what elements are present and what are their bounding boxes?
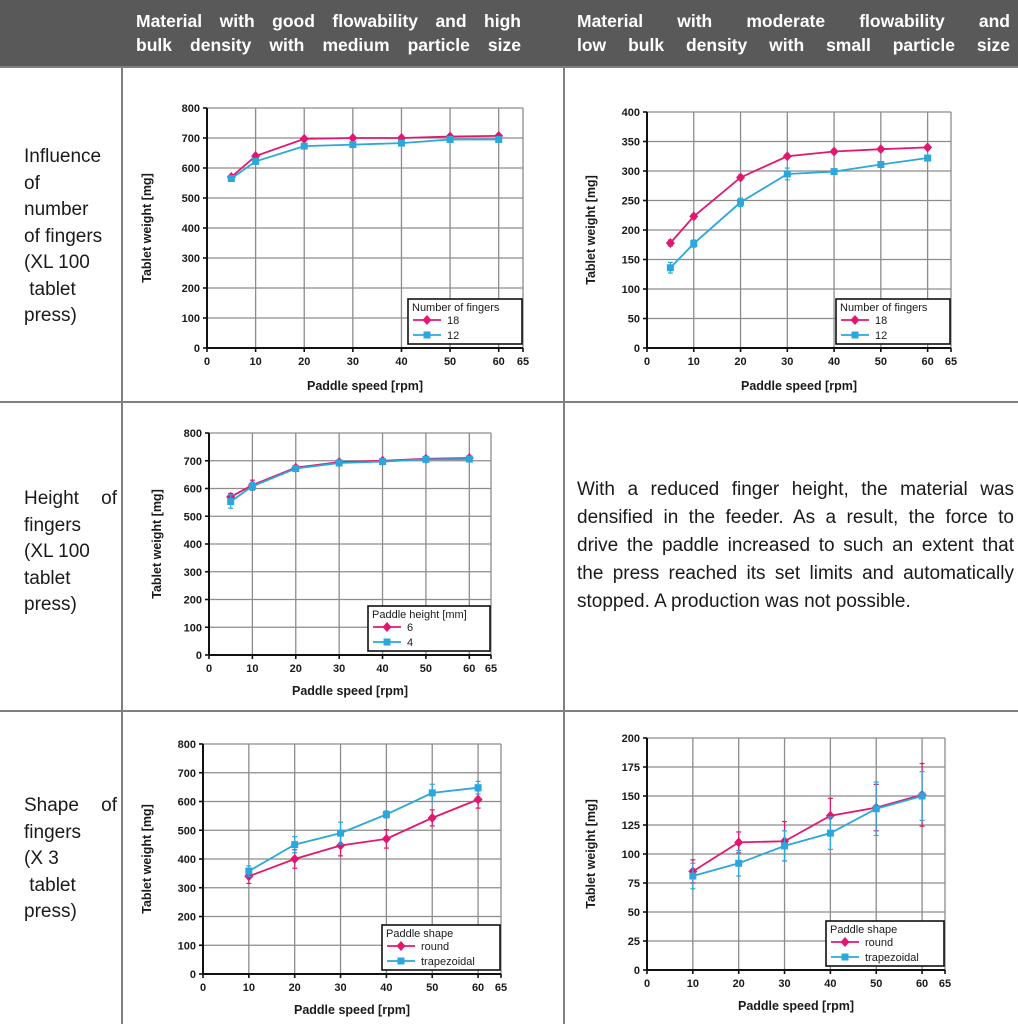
row-label-line: press) [24,594,77,615]
svg-text:0: 0 [193,343,200,355]
svg-text:250: 250 [621,195,640,208]
svg-text:100: 100 [177,940,196,953]
svg-text:Paddle speed [rpm]: Paddle speed [rpm] [738,999,854,1013]
svg-text:700: 700 [183,455,202,468]
svg-text:Paddle height [mm]: Paddle height [mm] [372,609,467,621]
svg-text:30: 30 [778,978,791,990]
svg-text:Paddle shape: Paddle shape [386,928,454,940]
row-label-line: tablet [24,567,71,589]
svg-text:200: 200 [177,911,196,924]
header-title-line: Material with moderate flowability and [577,11,1010,31]
svg-text:200: 200 [183,594,202,607]
svg-text:800: 800 [181,103,200,115]
svg-text:18: 18 [447,315,460,327]
svg-text:20: 20 [289,663,302,675]
svg-text:75: 75 [627,878,640,890]
row-label-line: (XL 100 [24,252,90,273]
chart-number-of-fingers-good-material [123,68,565,403]
svg-text:10: 10 [246,663,259,675]
svg-text:700: 700 [181,133,200,145]
svg-text:10: 10 [242,982,255,994]
svg-text:200: 200 [181,283,200,295]
svg-text:0: 0 [633,965,640,977]
svg-text:50: 50 [419,663,433,675]
svg-text:Tablet weight [mg]: Tablet weight [mg] [584,175,598,285]
svg-text:40: 40 [395,356,408,368]
svg-text:50: 50 [874,356,887,368]
line-chart [137,98,563,403]
svg-text:0: 0 [199,982,207,994]
row-label-shape-of-fingers [0,712,123,1024]
header-title-line: bulk density with medium particle size [136,34,521,55]
svg-text:300: 300 [177,882,196,895]
line-chart [137,732,563,1027]
chart-shape-of-fingers-good-material [123,712,565,1024]
svg-text:65: 65 [494,982,508,994]
svg-text:300: 300 [181,253,200,265]
svg-text:0: 0 [189,969,196,981]
svg-text:100: 100 [181,313,200,325]
svg-text:Tablet weight [mg]: Tablet weight [mg] [584,799,598,909]
svg-text:12: 12 [447,330,460,342]
row-label-line: (X 3 [24,848,59,869]
row-label-line: number [24,199,89,220]
svg-text:10: 10 [687,356,700,368]
svg-text:4: 4 [407,637,414,649]
svg-text:300: 300 [621,166,640,178]
line-chart [581,98,1018,403]
header-corner-cell [0,0,123,68]
svg-text:Number of fingers: Number of fingers [412,302,500,314]
row-label-line: Shape of [24,795,117,816]
row-label-line: of [24,172,40,194]
svg-text:40: 40 [824,978,837,990]
chart-number-of-fingers-moderate-material [565,68,1018,403]
note-cell [565,403,1018,712]
row-label-line: fingers [24,821,82,843]
svg-text:round: round [865,937,894,949]
svg-text:Tablet weight [mg]: Tablet weight [mg] [150,489,164,599]
svg-text:0: 0 [203,356,211,368]
note-paragraph: With a reduced finger height, the material was densified in the feeder. As a result, the force to drive the paddle increased to such an extent that the press reached its set limits and automatically stopped. A production was not possible. [577,479,1014,612]
svg-text:500: 500 [183,511,202,524]
svg-text:800: 800 [177,739,196,751]
svg-text:trapezoidal: trapezoidal [421,956,475,968]
svg-text:round: round [421,941,450,953]
svg-text:40: 40 [376,663,389,675]
svg-text:50: 50 [426,982,439,994]
svg-text:200: 200 [621,733,640,745]
svg-text:0: 0 [643,978,651,990]
svg-text:100: 100 [183,622,202,635]
svg-text:150: 150 [621,254,640,267]
svg-text:20: 20 [288,982,301,994]
row-label-line: press) [24,901,77,922]
svg-text:600: 600 [177,796,196,809]
svg-text:500: 500 [181,193,200,205]
svg-text:50: 50 [870,978,883,990]
svg-text:600: 600 [183,483,202,496]
row-label-line: press) [24,305,77,326]
svg-text:6: 6 [407,622,414,634]
svg-text:Paddle speed [rpm]: Paddle speed [rpm] [294,1003,410,1017]
svg-text:60: 60 [492,356,505,368]
svg-text:65: 65 [944,356,958,368]
svg-text:Number of fingers: Number of fingers [840,302,928,314]
svg-text:800: 800 [183,428,202,440]
svg-text:400: 400 [177,854,196,866]
line-chart [581,726,1018,1023]
svg-text:20: 20 [732,978,745,990]
svg-text:Paddle speed [rpm]: Paddle speed [rpm] [307,379,423,393]
svg-text:30: 30 [781,356,794,368]
row-label-line: Influence [24,146,102,167]
svg-text:18: 18 [875,315,888,327]
svg-text:125: 125 [621,820,640,832]
line-chart [147,423,563,708]
svg-text:400: 400 [183,539,202,551]
svg-text:60: 60 [463,663,476,675]
header-title-line: Material with good flowability and high [136,11,521,31]
header-title-line: low bulk density with small particle size [577,34,1010,55]
svg-text:65: 65 [484,663,498,675]
row-label-number-of-fingers [0,68,123,403]
svg-text:150: 150 [621,791,640,803]
svg-text:0: 0 [195,650,202,662]
header-title-moderate-flowability [565,0,1018,68]
svg-text:60: 60 [921,356,934,368]
row-label-line: of fingers [24,225,103,247]
svg-text:200: 200 [621,225,640,237]
svg-text:400: 400 [621,107,640,119]
row-label-height-of-fingers [0,403,123,712]
svg-text:60: 60 [915,978,929,990]
svg-text:300: 300 [183,566,202,579]
chart-height-of-fingers-good-material [123,403,565,712]
svg-text:50: 50 [627,313,640,326]
svg-text:30: 30 [346,356,359,368]
svg-text:Tablet weight [mg]: Tablet weight [mg] [140,804,154,914]
svg-text:700: 700 [177,767,196,780]
svg-text:30: 30 [334,982,347,994]
row-label-line: (XL 100 [24,541,90,562]
svg-text:40: 40 [827,356,841,368]
svg-text:12: 12 [875,330,888,342]
row-label-line: tablet [24,278,76,300]
svg-text:0: 0 [205,663,213,675]
svg-text:50: 50 [443,356,457,368]
row-label-line: Height of [24,488,117,509]
svg-text:65: 65 [516,356,530,368]
svg-text:10: 10 [249,356,262,368]
svg-text:65: 65 [938,978,952,990]
row-label-line: tablet [24,874,76,896]
svg-text:350: 350 [621,136,640,149]
svg-text:500: 500 [177,825,196,838]
svg-text:20: 20 [298,356,311,368]
svg-text:100: 100 [621,284,640,296]
svg-text:100: 100 [621,849,640,861]
row-label-line: fingers [24,514,82,536]
header-title-text [136,10,521,57]
svg-text:trapezoidal: trapezoidal [865,952,919,964]
svg-text:175: 175 [621,762,640,774]
svg-text:Paddle shape: Paddle shape [830,924,898,936]
svg-text:10: 10 [686,978,699,990]
svg-text:Paddle speed [rpm]: Paddle speed [rpm] [292,684,408,698]
chart-shape-of-fingers-moderate-material [565,712,1018,1024]
svg-text:Tablet weight [mg]: Tablet weight [mg] [140,173,154,283]
svg-text:0: 0 [643,356,651,368]
svg-text:60: 60 [471,982,485,994]
svg-text:0: 0 [633,343,640,355]
svg-text:600: 600 [181,163,200,175]
svg-text:40: 40 [380,982,393,994]
header-title-good-flowability [123,0,565,68]
svg-text:Paddle speed [rpm]: Paddle speed [rpm] [741,379,857,393]
svg-text:20: 20 [734,356,747,368]
svg-text:25: 25 [627,936,640,948]
svg-text:30: 30 [333,663,346,675]
svg-text:400: 400 [181,223,200,235]
header-title-text [577,10,1010,57]
svg-text:50: 50 [627,907,640,919]
